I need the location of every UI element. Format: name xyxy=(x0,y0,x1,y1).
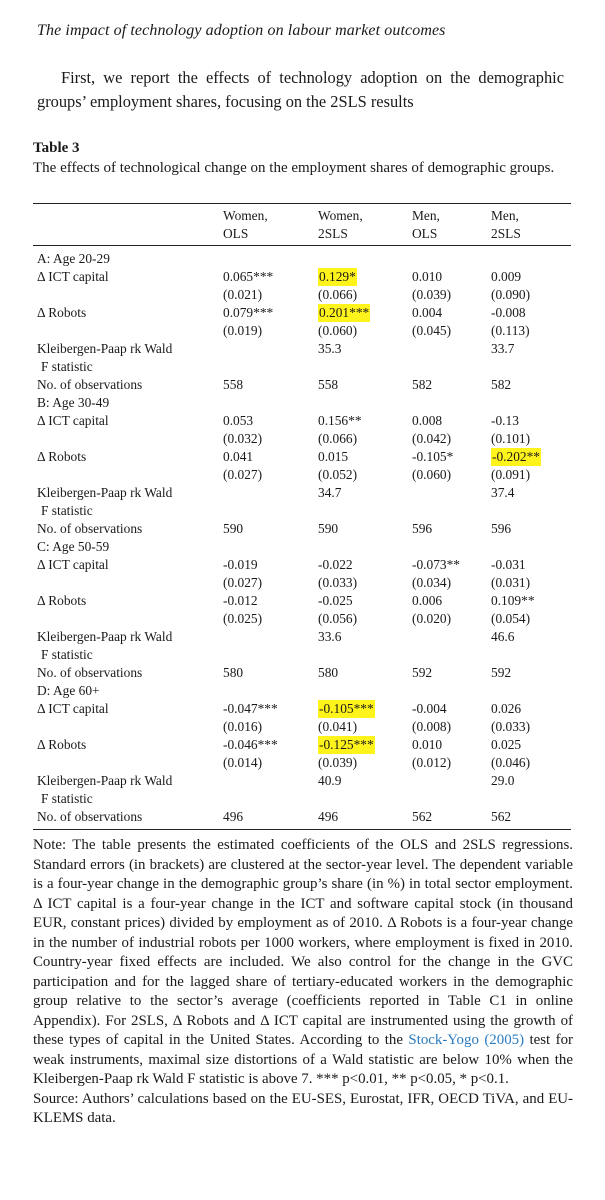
col-header-men-2sls: Men, 2SLS xyxy=(491,208,521,241)
table-row xyxy=(37,772,577,790)
table-section-header xyxy=(37,250,577,268)
table-row xyxy=(37,304,577,322)
cell-women-ols: (0.027) xyxy=(223,575,263,590)
cell-women-ols: (0.016) xyxy=(223,719,263,734)
table-top-rule xyxy=(33,203,571,204)
cell-men-2sls: 0.025 xyxy=(491,737,522,752)
cell-women-ols: 580 xyxy=(223,665,244,680)
cell-men-ols: (0.020) xyxy=(412,611,452,626)
table-row xyxy=(37,628,577,646)
row-label: Kleibergen-Paap rk Wald xyxy=(37,629,173,644)
cell-women-2sls: 35.3 xyxy=(318,341,342,356)
table-row xyxy=(37,790,577,808)
table-row xyxy=(37,484,577,502)
cell-women-2sls: (0.041) xyxy=(318,719,358,734)
cell-women-ols: (0.019) xyxy=(223,323,263,338)
cell-women-ols: -0.047*** xyxy=(223,701,278,716)
table-row xyxy=(37,502,577,520)
cell-men-2sls: 46.6 xyxy=(491,629,515,644)
cell-men-ols: (0.008) xyxy=(412,719,452,734)
table-bottom-rule xyxy=(33,829,571,830)
table-row xyxy=(37,322,577,340)
cell-men-2sls: -0.13 xyxy=(491,413,519,428)
section-label: A: Age 20-29 xyxy=(37,251,110,266)
cell-men-ols: 582 xyxy=(412,377,433,392)
cell-men-2sls: -0.202** xyxy=(492,449,540,464)
col-header-men-ols: Men, OLS xyxy=(412,208,440,241)
cell-men-ols: 592 xyxy=(412,665,433,680)
note-text: Note: The table presents the estimated coefficients of the OLS and 2SLS regressions. Standard errors (in brackets) are clustered at the sector-year level. The dependent variable is a four-year change in the demographic group’s share (in %) in total sector employment. Δ ICT capital is a four-year change in the ICT and software capital stock (in thousand EUR, constant prices) divided by employment as of 2010. Δ Robots is a four-year change in the number of industrial robots per 1000 workers, where employment is fixed in 2010. Country-year fixed effects are included. We also control for the change in the GVC participation and for the lagged share of tertiary-educated workers in the demographic group relative to the sector’s average (coefficients reported in Table C1 in online Appendix). For 2SLS, Δ Robots and Δ ICT capital are instrumented using the growth of these types of capital in the United States. According to the xyxy=(33,837,573,1048)
cell-men-ols: 596 xyxy=(412,521,433,536)
section-label: B: Age 30-49 xyxy=(37,395,110,410)
row-label: No. of observations xyxy=(37,665,143,680)
note-text-end: test for weak instruments, maximal size distortions of a Wald statistic are below 10% when the Kleibergen-Paap rk Wald F statistic is above 7. *** p<0.01, ** p<0.05, * p<0.1. xyxy=(33,1032,573,1087)
table-row xyxy=(37,646,577,664)
cell-women-2sls: -0.022 xyxy=(318,557,353,572)
cell-men-ols: 0.006 xyxy=(412,593,443,608)
cell-women-2sls: (0.033) xyxy=(318,575,358,590)
table-row xyxy=(37,376,577,394)
cell-men-2sls: 0.109** xyxy=(491,593,535,608)
table-row xyxy=(37,448,577,466)
table-row xyxy=(37,358,577,376)
cell-men-2sls: (0.046) xyxy=(491,755,531,770)
table-row xyxy=(37,592,577,610)
note-source: Source: Authors’ calculations based on the EU-SES, Eurostat, IFR, OECD TiVA, and EU-KLEMS data. xyxy=(33,1090,573,1126)
cell-women-ols: 558 xyxy=(223,377,244,392)
table-row xyxy=(37,808,577,826)
cell-men-2sls: 596 xyxy=(491,521,512,536)
row-label: No. of observations xyxy=(37,377,143,392)
cell-men-ols: 0.008 xyxy=(412,413,443,428)
cell-men-2sls: 582 xyxy=(491,377,512,392)
row-label: Δ Robots xyxy=(37,449,87,464)
row-label: Kleibergen-Paap rk Wald xyxy=(37,773,173,788)
section-label: C: Age 50-59 xyxy=(37,539,110,554)
table-caption: The effects of technological change on the employment shares of demographic groups. xyxy=(33,160,555,176)
cell-women-2sls: -0.025 xyxy=(318,593,353,608)
cell-women-2sls: (0.052) xyxy=(318,467,358,482)
cell-men-ols: 0.010 xyxy=(412,269,443,284)
cell-men-2sls: 33.7 xyxy=(491,341,515,356)
table-section-header xyxy=(37,682,577,700)
cell-women-2sls: -0.105*** xyxy=(319,701,374,716)
cell-men-2sls: 29.0 xyxy=(491,773,515,788)
table-row xyxy=(37,520,577,538)
row-label: Δ ICT capital xyxy=(37,269,109,284)
cell-women-2sls: 580 xyxy=(318,665,339,680)
cell-men-ols: (0.045) xyxy=(412,323,452,338)
table-row xyxy=(37,718,577,736)
cell-men-2sls: 592 xyxy=(491,665,512,680)
row-label: Δ ICT capital xyxy=(37,413,109,428)
cell-men-ols: 0.004 xyxy=(412,305,443,320)
table-row xyxy=(37,286,577,304)
cell-men-2sls: 562 xyxy=(491,809,512,824)
row-label: Δ ICT capital xyxy=(37,701,109,716)
table-row xyxy=(37,556,577,574)
cell-men-2sls: 37.4 xyxy=(491,485,515,500)
cell-women-ols: -0.019 xyxy=(223,557,258,572)
cell-women-ols: (0.021) xyxy=(223,287,263,302)
cell-men-2sls: (0.113) xyxy=(491,323,530,338)
cell-women-ols: 590 xyxy=(223,521,244,536)
cell-women-ols: 496 xyxy=(223,809,244,824)
cell-men-ols: -0.004 xyxy=(412,701,447,716)
row-label: F statistic xyxy=(41,359,93,374)
row-label: Δ ICT capital xyxy=(37,557,109,572)
table-row xyxy=(37,574,577,592)
cell-women-ols: 0.053 xyxy=(223,413,254,428)
cell-men-ols: (0.039) xyxy=(412,287,452,302)
cell-women-ols: 0.065*** xyxy=(223,269,274,284)
cell-women-2sls: 558 xyxy=(318,377,339,392)
cell-women-2sls: 0.129* xyxy=(319,269,356,284)
cell-women-2sls: -0.125*** xyxy=(319,737,374,752)
cell-men-ols: -0.105* xyxy=(412,449,454,464)
cell-women-2sls: 34.7 xyxy=(318,485,342,500)
table-header-rule xyxy=(33,245,571,246)
cell-women-ols: -0.046*** xyxy=(223,737,278,752)
table-row xyxy=(37,412,577,430)
table-row xyxy=(37,610,577,628)
cell-men-2sls: -0.008 xyxy=(491,305,526,320)
cell-men-2sls: (0.091) xyxy=(491,467,531,482)
cell-men-2sls: (0.090) xyxy=(491,287,531,302)
cell-men-2sls: (0.101) xyxy=(491,431,531,446)
cell-men-2sls: 0.026 xyxy=(491,701,522,716)
cell-women-2sls: 496 xyxy=(318,809,339,824)
cell-women-ols: 0.079*** xyxy=(223,305,274,320)
cell-women-2sls: 0.156** xyxy=(318,413,362,428)
row-label: Δ Robots xyxy=(37,737,87,752)
cell-women-ols: (0.032) xyxy=(223,431,263,446)
cell-women-ols: 0.041 xyxy=(223,449,254,464)
cell-women-ols: (0.025) xyxy=(223,611,263,626)
table-note xyxy=(33,836,573,1129)
note-paragraph xyxy=(33,836,573,1090)
cell-men-ols: -0.073** xyxy=(412,557,460,572)
running-head: The impact of technology adoption on labour market outcomes xyxy=(37,22,446,39)
cell-women-2sls: 590 xyxy=(318,521,339,536)
table-row xyxy=(37,268,577,286)
cell-women-2sls: (0.066) xyxy=(318,287,358,302)
col-header-women-ols: Women, OLS xyxy=(223,208,268,241)
cell-women-2sls: 0.015 xyxy=(318,449,349,464)
row-label: F statistic xyxy=(41,791,93,806)
cell-women-ols: (0.027) xyxy=(223,467,263,482)
col-header-women-2sls: Women, 2SLS xyxy=(318,208,363,241)
row-label: No. of observations xyxy=(37,809,143,824)
cell-men-ols: (0.034) xyxy=(412,575,452,590)
cell-men-2sls: (0.054) xyxy=(491,611,531,626)
stock-yogo-link[interactable]: Stock-Yogo (2005) xyxy=(408,1032,525,1048)
cell-women-2sls: (0.060) xyxy=(318,323,358,338)
cell-women-2sls: 40.9 xyxy=(318,773,342,788)
cell-men-ols: (0.060) xyxy=(412,467,452,482)
cell-women-2sls: (0.039) xyxy=(318,755,358,770)
table-row xyxy=(37,736,577,754)
row-label: F statistic xyxy=(41,647,93,662)
cell-women-2sls: (0.056) xyxy=(318,611,358,626)
cell-men-2sls: -0.031 xyxy=(491,557,526,572)
table-section-header xyxy=(37,394,577,412)
table-row xyxy=(37,700,577,718)
table-label: Table 3 xyxy=(33,140,80,156)
row-label: Kleibergen-Paap rk Wald xyxy=(37,341,173,356)
table-section-header xyxy=(37,538,577,556)
row-label: Kleibergen-Paap rk Wald xyxy=(37,485,173,500)
cell-men-ols: (0.042) xyxy=(412,431,452,446)
table-row xyxy=(37,754,577,772)
table-row xyxy=(37,664,577,682)
cell-men-2sls: 0.009 xyxy=(491,269,522,284)
cell-men-ols: 0.010 xyxy=(412,737,443,752)
section-label: D: Age 60+ xyxy=(37,683,100,698)
cell-women-ols: (0.014) xyxy=(223,755,263,770)
table-row xyxy=(37,340,577,358)
cell-women-2sls: 33.6 xyxy=(318,629,342,644)
table-row xyxy=(37,430,577,448)
row-label: Δ Robots xyxy=(37,593,87,608)
cell-women-2sls: (0.066) xyxy=(318,431,358,446)
cell-women-ols: -0.012 xyxy=(223,593,258,608)
intro-paragraph xyxy=(37,66,564,114)
cell-men-2sls: (0.033) xyxy=(491,719,531,734)
table-row xyxy=(37,466,577,484)
row-label: No. of observations xyxy=(37,521,143,536)
cell-women-2sls: 0.201*** xyxy=(319,305,370,320)
row-label: F statistic xyxy=(41,503,93,518)
cell-men-2sls: (0.031) xyxy=(491,575,531,590)
row-label: Δ Robots xyxy=(37,305,87,320)
cell-men-ols: (0.012) xyxy=(412,755,452,770)
cell-men-ols: 562 xyxy=(412,809,433,824)
intro-text: First, we report the effects of technology adoption on the demographic groups’ employment shares, focusing on the 2SLS results xyxy=(37,68,564,111)
